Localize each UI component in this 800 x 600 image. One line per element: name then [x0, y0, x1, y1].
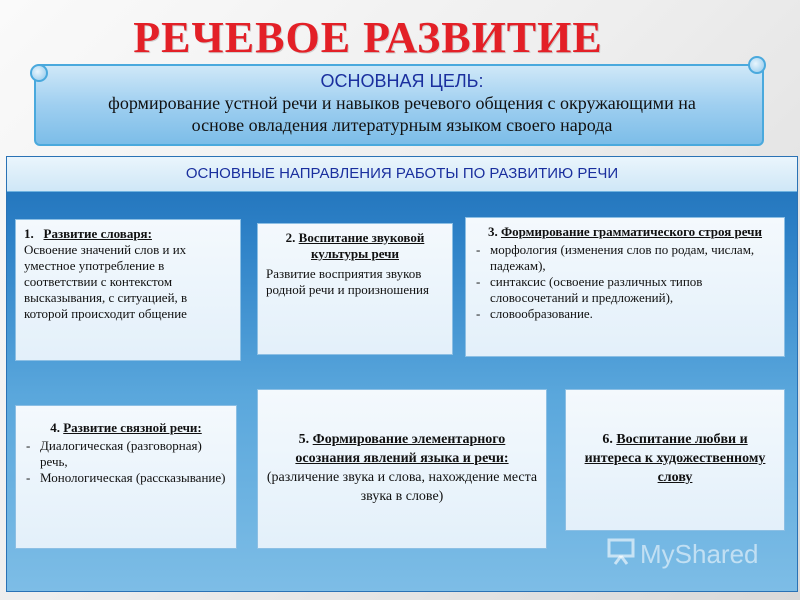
- card-title: Развитие связной речи:: [63, 420, 202, 435]
- watermark: [606, 536, 776, 572]
- card-title-row: [24, 226, 232, 242]
- card-text: (различение звука и слова, нахождение места звука в слове): [266, 470, 538, 504]
- card-title-row: [574, 430, 776, 487]
- scroll-curl-left-icon: [30, 64, 48, 82]
- directions-header: ОСНОВНЫЕ НАПРАВЛЕНИЯ РАБОТЫ ПО РАЗВИТИЮ РЕЧИ: [7, 157, 797, 192]
- list-item: - Монологическая (рассказывание): [24, 470, 228, 486]
- list-item: - словообразование.: [474, 306, 776, 322]
- card-title-row: [474, 224, 776, 240]
- card-title: Формирование элементарного осознания явлений языка и речи:: [295, 432, 509, 466]
- goal-text-block: [46, 70, 758, 136]
- page-title: РЕЧЕВОЕ РАЗВИТИЕ: [133, 13, 603, 62]
- card-number: 2.: [285, 230, 296, 245]
- card-number: 6.: [602, 432, 613, 447]
- card-number: 3.: [487, 224, 498, 239]
- card-text: Развитие восприятия звуков родной речи и произношения: [266, 266, 429, 297]
- goal-banner-body: [34, 64, 764, 146]
- card-list: [24, 438, 228, 486]
- direction-card-grammar: [465, 217, 785, 357]
- list-item: - морфология (изменения слов по родам, числам, падежам),: [474, 242, 776, 274]
- list-item: - синтаксис (освоение различных типов словосочетаний и предложений),: [474, 274, 776, 306]
- list-item: - Диалогическая (разговорная) речь,: [24, 438, 228, 470]
- card-number: 4.: [50, 420, 60, 435]
- card-number: 5.: [298, 432, 310, 447]
- direction-card-language-awareness: [257, 389, 547, 549]
- goal-line-1: формирование устной речи и навыков речевого общения с окружающими на: [108, 93, 696, 113]
- direction-card-coherent-speech: [15, 405, 237, 549]
- card-title: Развитие словаря:: [43, 226, 152, 241]
- card-title-row: [266, 230, 444, 262]
- goal-scroll-banner: [30, 58, 766, 142]
- scroll-curl-right-icon: [748, 56, 766, 74]
- direction-card-literary-love: [565, 389, 785, 531]
- card-title-row: [266, 430, 538, 468]
- directions-panel: [6, 156, 798, 592]
- presentation-icon: [606, 536, 636, 573]
- direction-card-vocabulary: [15, 219, 241, 361]
- card-number: 1.: [24, 226, 34, 241]
- goal-heading: ОСНОВНАЯ ЦЕЛЬ:: [320, 71, 484, 91]
- card-list: [474, 242, 776, 322]
- card-title-row: [24, 420, 228, 436]
- card-text: Освоение значений слов и их уместное употребление в соответствии с контекстом высказывания, с ситуацией, в которой происходит общение: [24, 242, 188, 321]
- goal-line-2: основе овладения литературным языком своего народа: [191, 115, 613, 135]
- watermark-text: MyShared: [640, 539, 759, 569]
- card-title: Воспитание любви и интереса к художественному слову: [584, 432, 766, 485]
- direction-card-sound-culture: [257, 223, 453, 355]
- card-title: Формирование грамматического строя речи: [500, 224, 763, 239]
- card-title: Воспитание звуковой культуры речи: [298, 230, 425, 261]
